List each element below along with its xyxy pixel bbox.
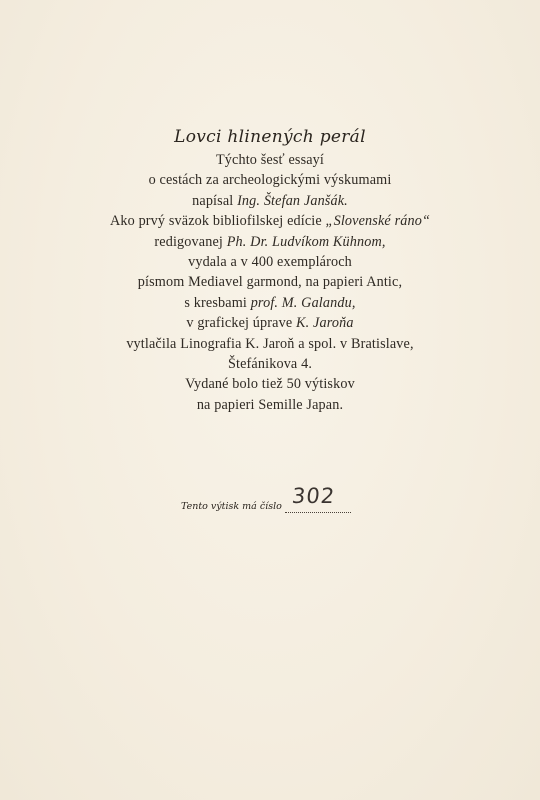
text-segment: redigovanej (154, 233, 227, 250)
colophon-line: o cestách za archeologickými výskumami (148, 172, 392, 189)
colophon (0, 124, 540, 415)
book-title: Lovci hlinených perál (174, 127, 366, 147)
colophon-line (0, 211, 540, 231)
copy-number-field (181, 486, 356, 520)
copy-number-label: Tento výtisk má číslo (181, 501, 282, 512)
text-segment: v grafickej úprave (186, 315, 297, 332)
author-name: Ing. Štefan Janšák. (237, 192, 348, 209)
colophon-line (0, 191, 540, 211)
colophon-line (0, 293, 540, 313)
colophon-line: písmom Mediavel garmond, na papieri Antic, (137, 274, 403, 291)
colophon-line (0, 232, 540, 252)
edition-name: „Slovenské ráno“ (325, 213, 431, 230)
dotted-line (285, 512, 351, 513)
colophon-line: na papieri Semille Japan. (196, 396, 344, 413)
text-segment: napísal (192, 192, 238, 209)
colophon-line: Vydané bolo tiež 50 výtiskov (185, 376, 355, 393)
handwritten-copy-number: 302 (290, 484, 337, 508)
colophon-line: vydala a v 400 exemplároch (188, 254, 352, 271)
illustrator-name: prof. M. Galandu, (250, 294, 356, 311)
colophon-line: Štefánikova 4. (227, 356, 313, 373)
colophon-line: Týchto šesť essayí (215, 152, 325, 168)
designer-name: K. Jaroňa (296, 315, 354, 332)
editor-name: Ph. Dr. Ludvíkom Kühnom, (226, 233, 386, 250)
colophon-line (0, 313, 540, 333)
text-segment: s kresbami (184, 294, 251, 311)
colophon-line: vytlačila Linografia K. Jaroň a spol. v Bratislave, (126, 335, 414, 352)
text-segment: Ako prvý sväzok bibliofilskej edície (109, 213, 326, 230)
